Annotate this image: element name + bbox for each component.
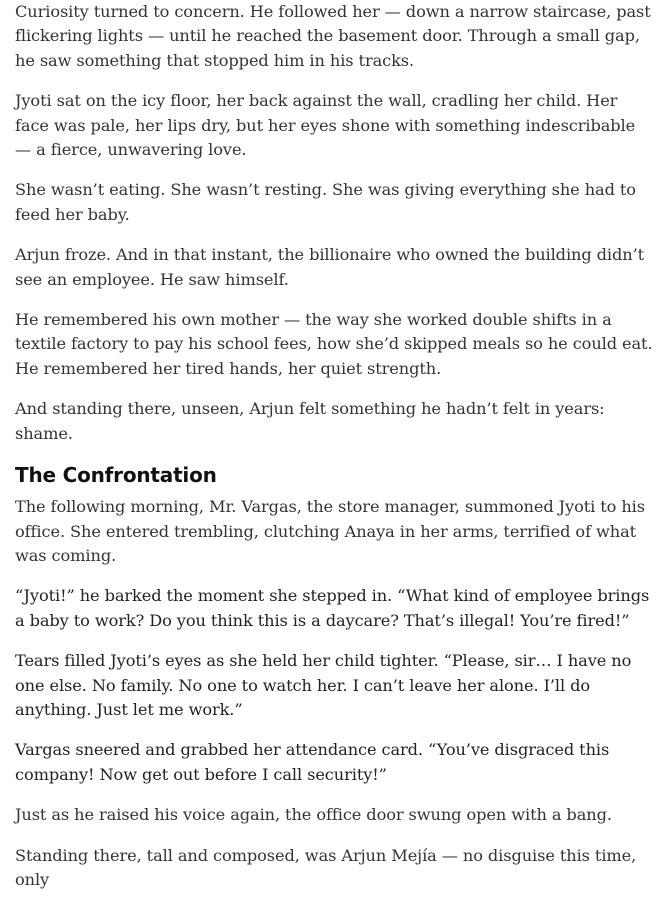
paragraph-3: She wasn’t eating. She wasn’t resting. She was giving everything she had to feed her baby. [15, 180, 636, 224]
paragraph-4: Arjun froze. And in that instant, the billionaire who owned the building didn’t see an employee. He saw himself. [15, 245, 645, 289]
paragraph-12: Standing there, tall and composed, was Arjun Mejía — no disguise this time, only [15, 845, 637, 889]
paragraph-5: He remembered his own mother — the way she worked double shifts in a textile factory to pay his school fees, how she’d skipped meals so he could eat. He remembered her tired hands, her quiet strength. [15, 310, 653, 378]
section-heading: The Confrontation [15, 463, 217, 488]
paragraph-8: “Jyoti!” he barked the moment she stepped in. “What kind of employee brings a baby to work? Do you think this is a daycare? That’s illegal! You’re fired!” [15, 586, 650, 630]
paragraph-9: Tears filled Jyoti’s eyes as she held her child tighter. “Please, sir… I have no one else. No family. No one to watch her. I can’t leave her alone. I’ll do anything. Just let me work.” [15, 651, 632, 719]
paragraph-11: Just as he raised his voice again, the office door swung open with a bang. [15, 805, 612, 825]
paragraph-10: Vargas sneered and grabbed her attendance card. “You’ve disgraced this company! Now get out before I call security!” [15, 740, 610, 784]
article-body [15, 0, 655, 908]
paragraph-1: Curiosity turned to concern. He followed her — down a narrow staircase, past flickering lights — until he reached the basement door. Through a small gap, he saw something that stopped him in his tracks. [15, 2, 651, 70]
paragraph-7: The following morning, Mr. Vargas, the store manager, summoned Jyoti to his office. She entered trembling, clutching Anaya in her arms, terrified of what was coming. [15, 497, 645, 565]
paragraph-2: Jyoti sat on the icy floor, her back against the wall, cradling her child. Her face was pale, her lips dry, but her eyes shone with something indescribable — a fierce, unwavering love. [15, 91, 636, 160]
paragraph-6: And standing there, unseen, Arjun felt something he hadn’t felt in years: shame. [15, 399, 605, 443]
